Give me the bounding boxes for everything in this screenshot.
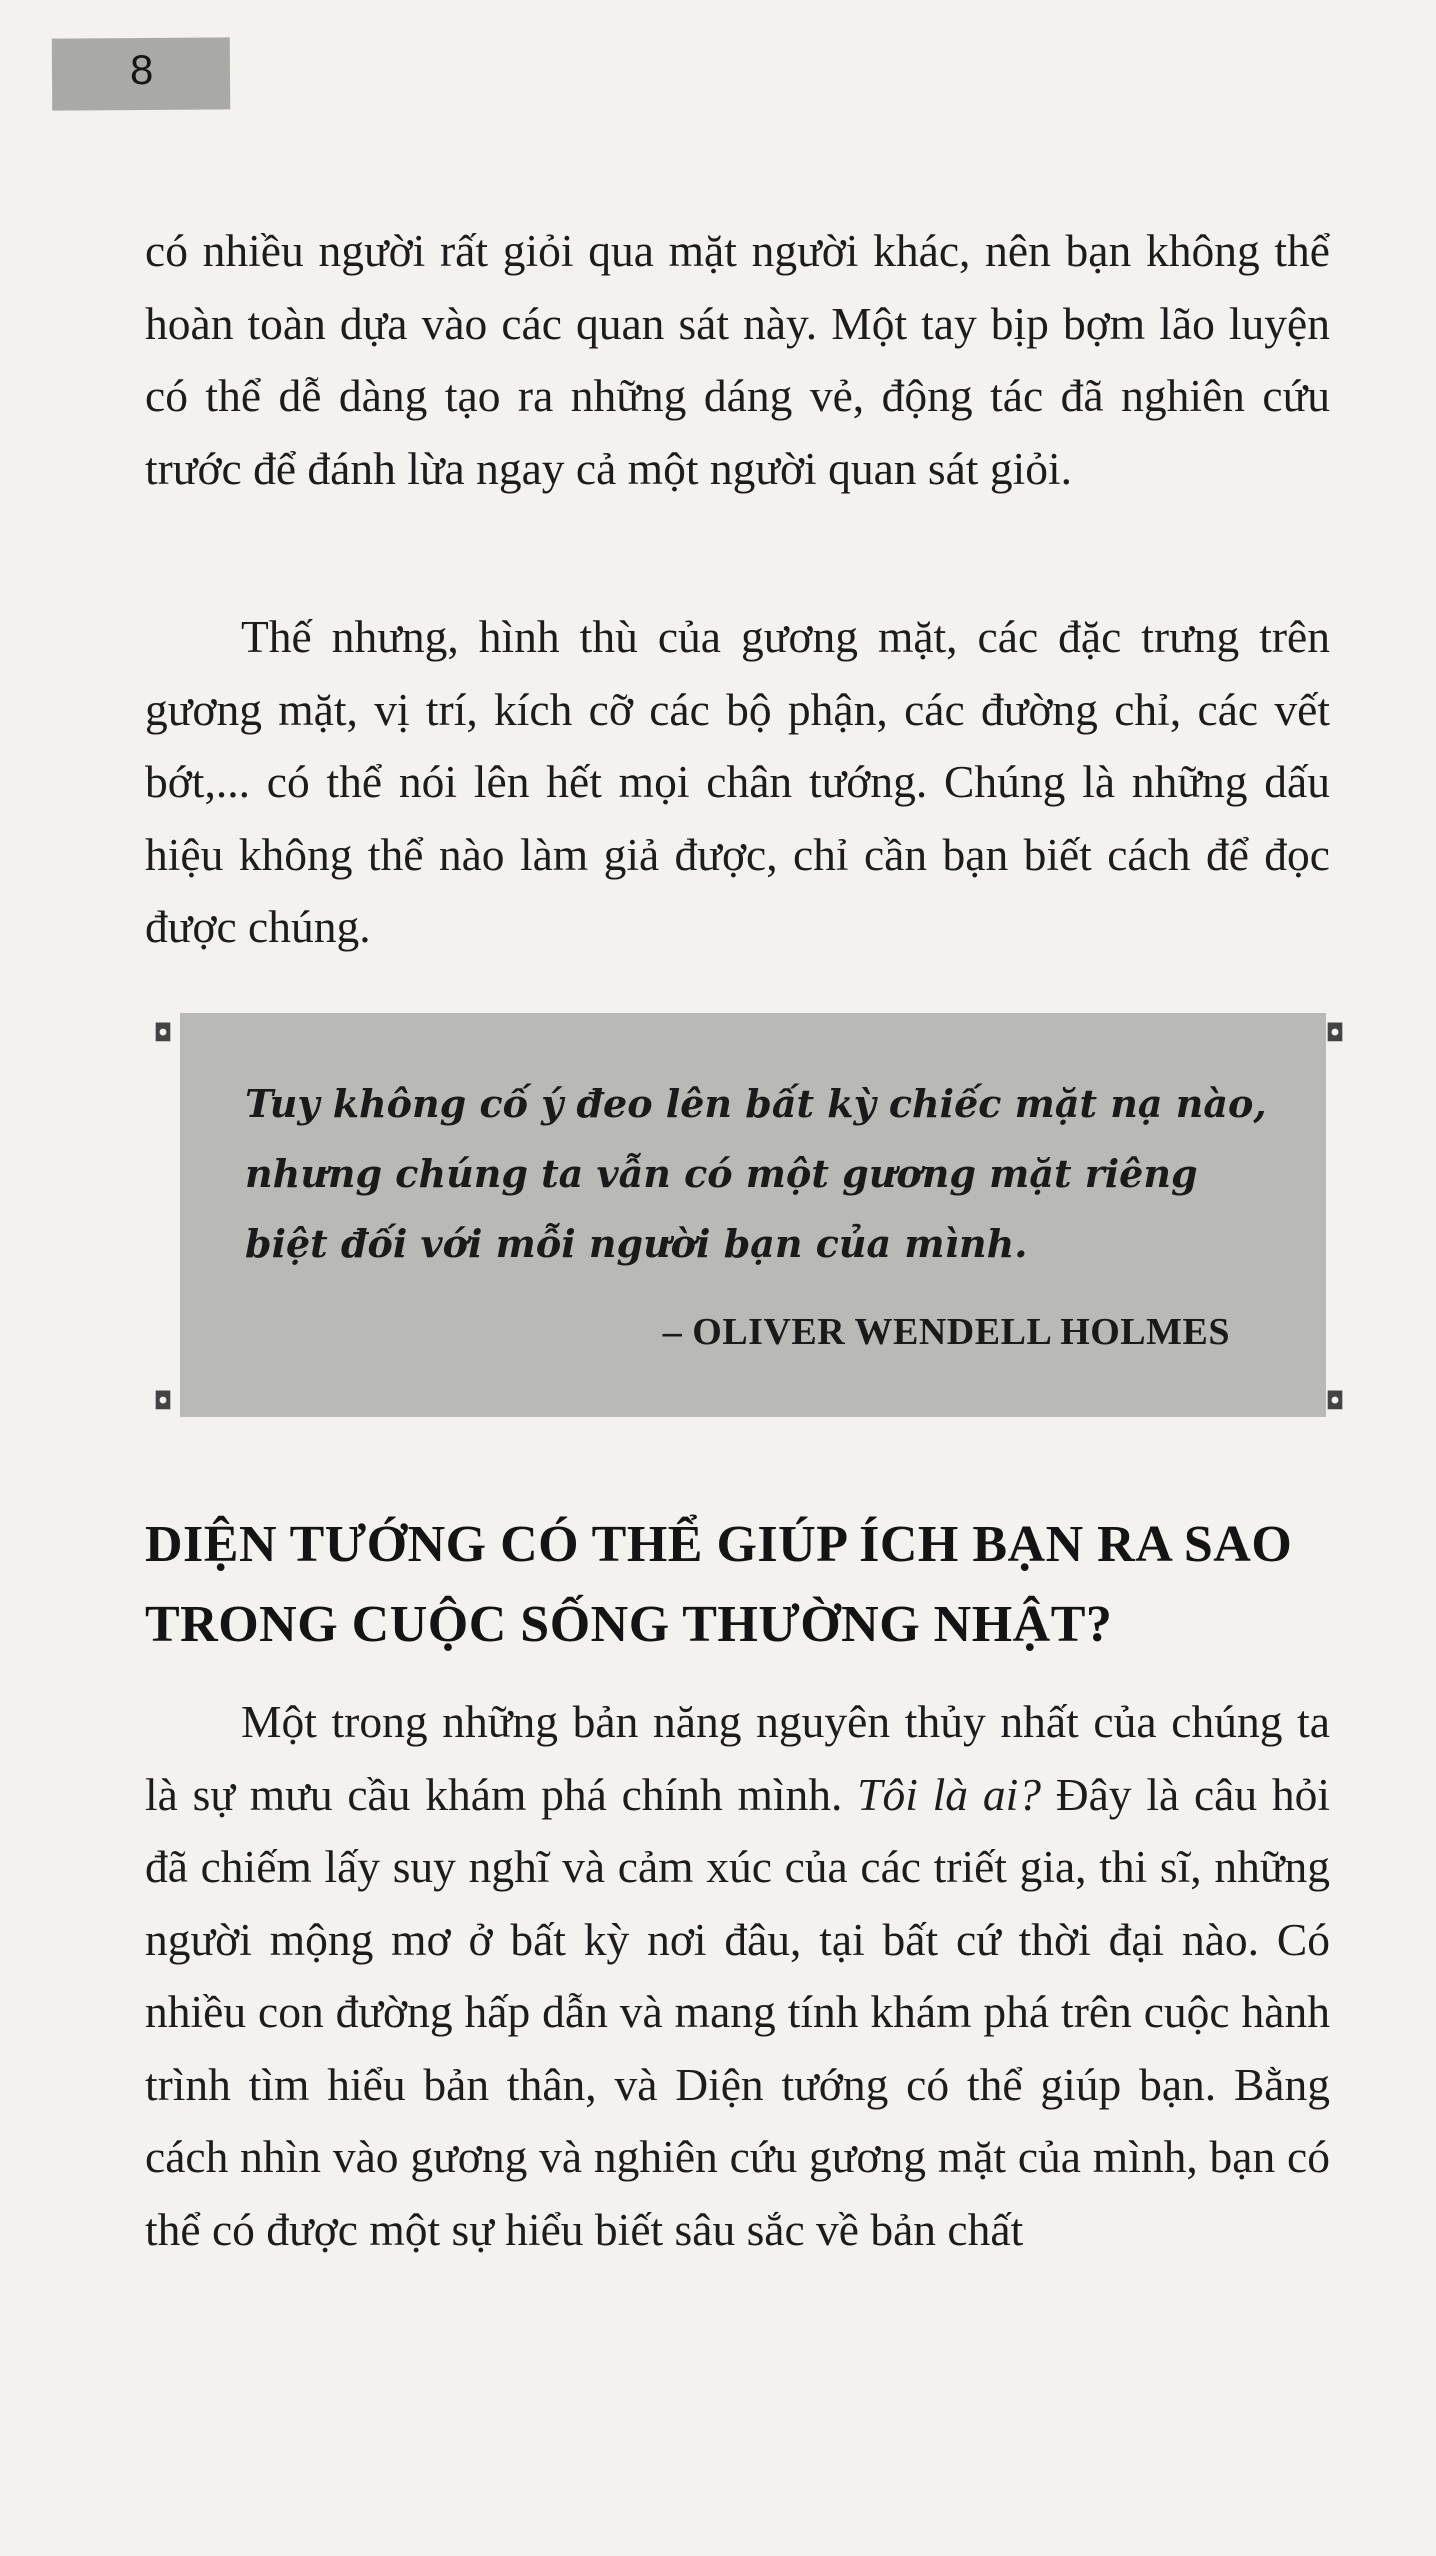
corner-ornament-icon: ◘: [153, 1019, 173, 1047]
body-paragraph-2: Thế nhưng, hình thù của gương mặt, các đặc trưng trên gương mặt, vị trí, kích cỡ các bộ phận, các đường chỉ, các vết bớt,... có thể nói lên hết mọi chân tướng. Chúng là những dấu hiệu không thể nào làm giả được, chỉ cần bạn biết cách để đọc được chúng.: [145, 611, 1330, 952]
corner-ornament-icon: ◘: [153, 1387, 173, 1415]
italic-question: Tôi là ai?: [857, 1768, 1041, 1820]
body-paragraph-1: có nhiều người rất giỏi qua mặt người khác, nên bạn không thể hoàn toàn dựa vào các quan sát này. Một tay bịp bợm lão luyện có thể dễ dàng tạo ra những dáng vẻ, động tác đã nghiên cứu trước để đánh lừa ngay cả một người quan sát giỏi.: [145, 225, 1330, 494]
page-number: 8: [130, 46, 154, 93]
quote-author: – OLIVER WENDELL HOLMES: [662, 1311, 1230, 1353]
body-paragraph-3: [145, 1686, 1330, 2266]
quote-text: Tuy không cố ý đeo lên bất kỳ chiếc mặt nạ nào, nhưng chúng ta vẫn có một gương mặt riêng biệt đối với mỗi người bạn của mình.: [245, 1081, 1267, 1266]
paragraph-text: Đây là câu hỏi đã chiếm lấy suy nghĩ và cảm xúc của các triết gia, thi sĩ, những người mộng mơ ở bất kỳ nơi đâu, tại bất cứ thời đại nào. Có nhiều con đường hấp dẫn và mang tính khám phá trên cuộc hành trình tìm hiểu bản thân, và Diện tướng có thể giúp bạn. Bằng cách nhìn vào gương và nghiên cứu gương mặt của mình, bạn có thể có được một sự hiểu biết sâu sắc về bản chất: [145, 1768, 1331, 2255]
corner-ornament-icon: ◘: [1325, 1019, 1345, 1047]
paragraph-text: Một trong những bản năng nguyên thủy nhất của chúng ta là sự mưu cầu khám phá chính mình.: [145, 1696, 1330, 1820]
corner-ornament-icon: ◘: [1325, 1387, 1345, 1415]
section-heading: DIỆN TƯỚNG CÓ THỂ GIÚP ÍCH BẠN RA SAO TRONG CUỘC SỐNG THƯỜNG NHẬT?: [145, 1516, 1293, 1653]
